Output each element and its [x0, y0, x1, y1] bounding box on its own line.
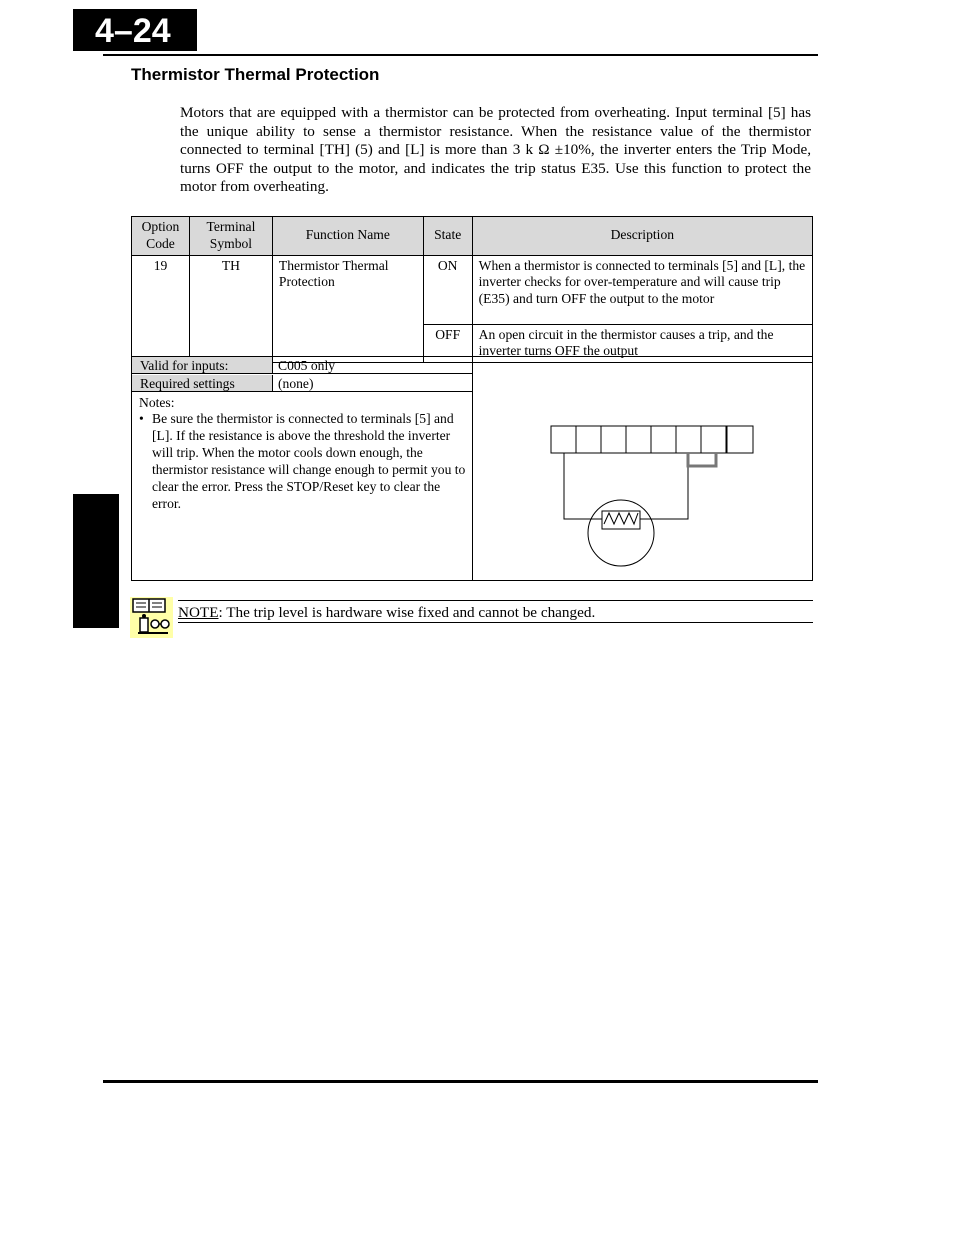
header-option-code: Option Code: [132, 217, 190, 256]
terminal-box: [651, 426, 676, 453]
header-description: Description: [472, 217, 812, 256]
table-row: [132, 255, 813, 324]
header-terminal-symbol: Terminal Symbol: [189, 217, 272, 256]
terminal-box: [701, 426, 726, 453]
note-bar: [178, 600, 813, 623]
terminal-box: [601, 426, 626, 453]
terminal-box: [551, 426, 576, 453]
terminal-box: [727, 426, 753, 453]
state-off-description: An open circuit in the thermistor causes a trip, and the inverter turns OFF the output: [472, 324, 812, 363]
required-settings-value: (none): [273, 375, 473, 392]
terminal-box: [626, 426, 651, 453]
header-state: State: [423, 217, 472, 256]
motor-circle: [588, 500, 654, 566]
thermistor-motor-icon: [473, 357, 812, 580]
function-name-cell: Thermistor Thermal Protection: [272, 255, 423, 363]
terminal-box: [676, 426, 701, 453]
table-header-row: [132, 217, 813, 256]
header-function-name: Function Name: [272, 217, 423, 256]
state-on-cell: ON: [423, 255, 472, 324]
header-rule: [103, 54, 818, 56]
valid-inputs-value: C005 only: [273, 357, 473, 374]
page-number: 4–24: [73, 9, 197, 51]
note-text: : The trip level is hardware wise fixed and cannot be changed.: [218, 604, 596, 621]
terminal-box: [576, 426, 601, 453]
valid-inputs-label: Valid for inputs:: [132, 357, 273, 374]
section-title: Thermistor Thermal Protection: [131, 65, 380, 84]
note-book-icon: [130, 597, 173, 638]
thermistor-wiring-diagram: [473, 357, 812, 580]
state-on-description: When a thermistor is connected to terminals [5] and [L], the inverter checks for over-temperature and will cause trip (E35) and turn OFF the output to the motor: [472, 255, 812, 324]
option-code-cell: 19: [132, 255, 190, 363]
settings-and-diagram-box: [131, 356, 813, 581]
note-item: • Be sure the thermistor is connected to terminals [5] and [L]. If the resistance is above the threshold the inverter will trip. When the motor cools down enough, the thermistor resistance will change enough to permit you to clear the error. Press the STOP/Reset key to clear the error.: [138, 411, 468, 512]
chapter-side-tab: [73, 494, 119, 628]
terminal-symbol-cell: TH: [189, 255, 272, 363]
state-off-cell: OFF: [423, 324, 472, 363]
function-table: [131, 216, 813, 363]
note-label: NOTE: [178, 604, 219, 621]
notes-list: [138, 411, 468, 512]
jumper-link: [688, 453, 716, 466]
settings-panel: [132, 357, 473, 580]
required-settings-label: Required settings: [132, 375, 273, 392]
intro-paragraph: Motors that are equipped with a thermistor can be protected from overheating. Input terminal [5] has the unique ability to sense a thermistor resistance. When the resistance value of the thermistor connected to terminal [TH] (5) and [L] is more than 3 k Ω ±10%, the inverter enters the Trip Mode, turns OFF the output to the motor, and indicates the trip status E35. Use this function to protect the motor from overheating.: [180, 104, 811, 196]
notes-title: Notes:: [139, 395, 175, 410]
footer-rule: [103, 1080, 818, 1083]
